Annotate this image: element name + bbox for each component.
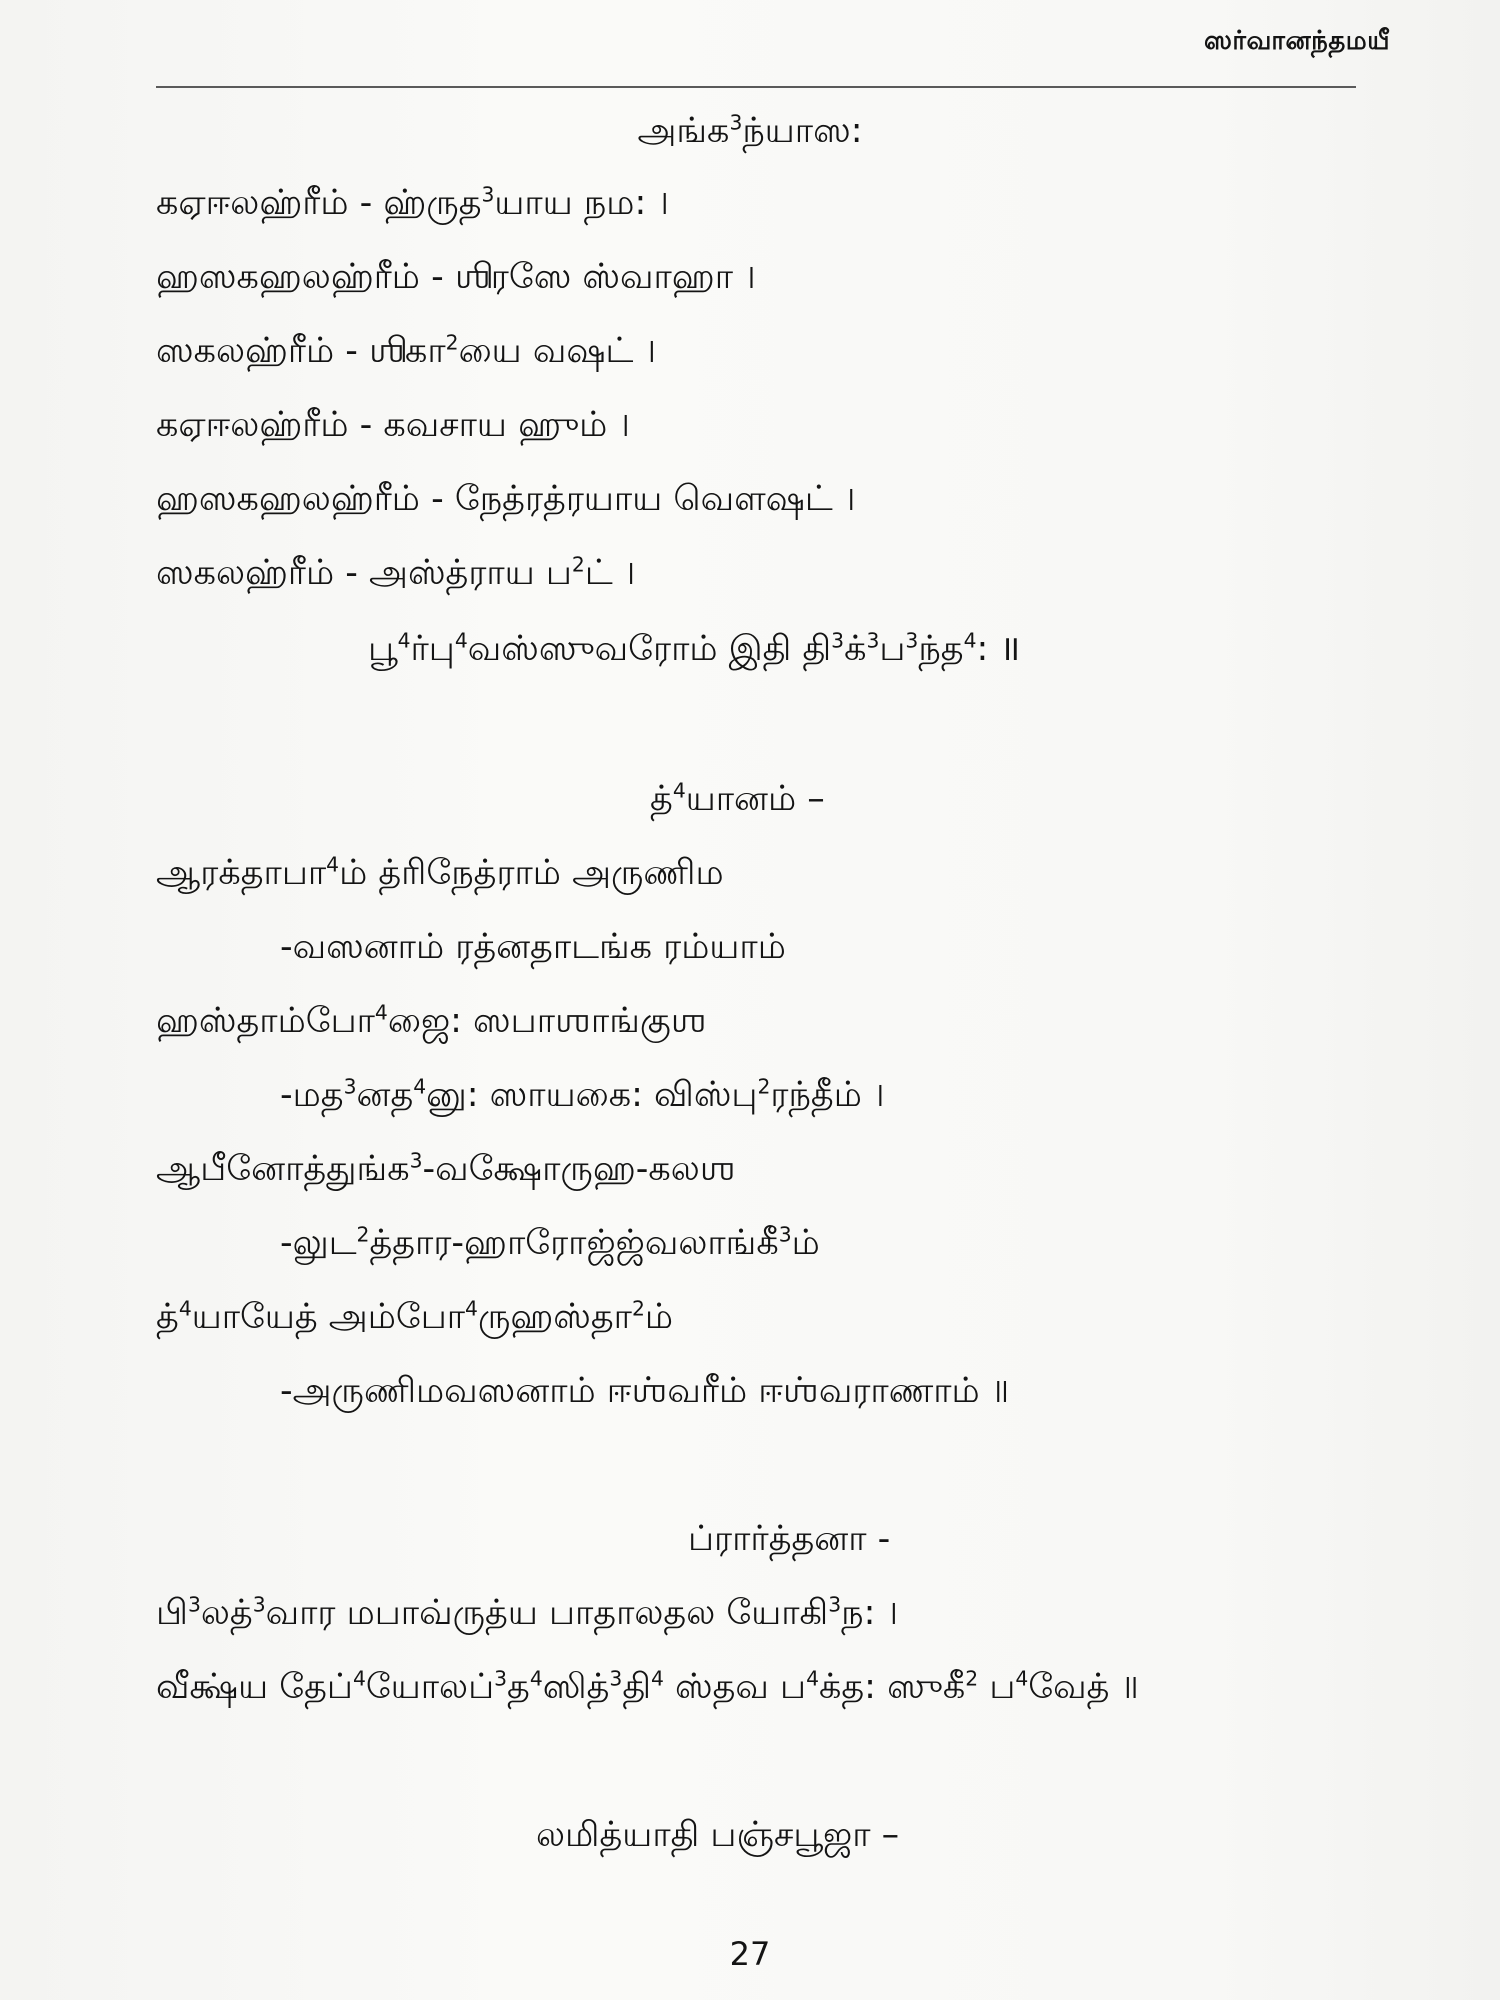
- header-rule: [156, 86, 1356, 88]
- text-segment: ந்யாஸ:: [742, 111, 863, 151]
- text-segment: -அருணிமவஸனாம் ஈஶ்வரீம் ஈஶ்வராணாம் ॥: [280, 1371, 1010, 1411]
- superscript-mark: 3: [831, 628, 845, 653]
- text-segment: ப: [978, 1667, 1016, 1707]
- text-segment: ஆரக்தாபா: [156, 853, 327, 893]
- text-segment: வீக்ஷ்ய தேப்: [156, 1667, 353, 1707]
- superscript-mark: 3: [778, 1222, 792, 1247]
- text-segment: னு: ஸாயகை: விஸ்பு: [426, 1075, 758, 1115]
- superscript-mark: 3: [252, 1592, 266, 1617]
- text-segment: ஆபீனோத்துங்க: [156, 1149, 410, 1189]
- dhyanam-verse-line: [280, 926, 786, 968]
- text-segment: -வஸனாம் ரத்னதாடங்க ரம்யாம்: [280, 927, 786, 967]
- superscript-mark: 3: [609, 1666, 623, 1691]
- superscript-mark: 4: [806, 1666, 819, 1691]
- text-segment: ஸகலஹ்ரீம் - ஶிகா: [156, 331, 446, 371]
- text-segment: வேத் ॥: [1028, 1667, 1139, 1707]
- text-segment: யை வஷட் ।: [458, 331, 657, 371]
- superscript-mark: 4: [672, 778, 686, 803]
- text-segment: லமித்யாதி பஞ்சபூஜா –: [536, 1815, 900, 1855]
- superscript-mark: 4: [454, 628, 468, 653]
- section-heading-prarthana: [688, 1518, 890, 1560]
- text-segment: ப்ரார்த்தனா -: [688, 1519, 891, 1559]
- superscript-mark: 4: [178, 1296, 192, 1321]
- text-segment: -மத: [280, 1075, 344, 1115]
- superscript-mark: 4: [465, 1296, 478, 1321]
- superscript-mark: 3: [481, 182, 495, 207]
- text-segment: ம்: [644, 1297, 674, 1337]
- superscript-mark: 4: [1015, 1666, 1029, 1691]
- text-segment: ஜை: ஸபாஶாங்குஶ: [387, 1001, 707, 1041]
- dhyanam-verse-line: [280, 1074, 885, 1116]
- text-segment: யாயேத் அம்போ: [191, 1297, 466, 1337]
- text-segment: ஸித்: [542, 1667, 610, 1707]
- superscript-mark: 3: [409, 1148, 423, 1173]
- anganyasa-closing-line: [368, 628, 1020, 670]
- superscript-mark: 4: [397, 628, 411, 653]
- text-segment: கஏஈலஹ்ரீம் - ஹ்ருத: [156, 183, 482, 223]
- text-segment: த்: [650, 779, 673, 819]
- anganyasa-line: [156, 478, 855, 520]
- text-segment: த்தார-ஹாரோஜ்ஜ்வலாங்கீ: [369, 1223, 779, 1263]
- superscript-mark: 2: [965, 1666, 979, 1691]
- section-heading-pancha-puja: [536, 1814, 899, 1856]
- text-segment: ஹஸ்தாம்போ: [156, 1001, 375, 1041]
- text-segment: ந்த: [918, 629, 964, 669]
- text-segment: க்: [844, 629, 867, 669]
- superscript-mark: 2: [445, 330, 459, 355]
- text-segment: : ॥: [976, 629, 1021, 669]
- anganyasa-line: [156, 256, 756, 298]
- superscript-mark: 4: [651, 1666, 664, 1691]
- anganyasa-line: [156, 182, 669, 224]
- superscript-mark: 4: [352, 1666, 366, 1691]
- superscript-mark: 4: [326, 852, 340, 877]
- superscript-mark: 3: [828, 1592, 842, 1617]
- anganyasa-line: [156, 330, 656, 372]
- superscript-mark: 3: [729, 110, 743, 135]
- superscript-mark: 4: [413, 1074, 427, 1099]
- text-segment: ட் ।: [584, 553, 636, 593]
- text-segment: ஹஸகஹலஹ்ரீம் - ஶிரஸே ஸ்வாஹா ।: [156, 257, 756, 297]
- superscript-mark: 4: [529, 1666, 543, 1691]
- prarthana-verse-line: [156, 1592, 898, 1634]
- page-number: 27: [729, 1935, 771, 1973]
- superscript-mark: 2: [356, 1222, 370, 1247]
- text-segment: த்: [156, 1297, 179, 1337]
- superscript-mark: 3: [494, 1666, 508, 1691]
- text-segment: யோலப்: [365, 1667, 495, 1707]
- text-segment: கஏஈலஹ்ரீம் - கவசாய ஹும் ।: [156, 405, 630, 445]
- text-segment: -லுட: [280, 1223, 357, 1263]
- text-segment: யானம் –: [685, 779, 825, 819]
- text-segment: ர்பு: [410, 629, 455, 669]
- dhyanam-verse-line: [156, 1148, 736, 1190]
- text-segment: ரந்தீம் ।: [770, 1075, 885, 1115]
- anganyasa-line: [156, 404, 630, 446]
- text-segment: லத்: [200, 1593, 253, 1633]
- running-head: ஸர்வானந்தமயீ: [1203, 26, 1390, 56]
- text-segment: ஸகலஹ்ரீம் - அஸ்த்ராய ப: [156, 553, 572, 593]
- anganyasa-line: [156, 552, 635, 594]
- superscript-mark: 3: [905, 628, 919, 653]
- text-segment: வார மபாவ்ருத்ய பாதாலதல யோகி: [265, 1593, 829, 1633]
- text-segment: பூ: [368, 629, 398, 669]
- text-segment: யாய நம: ।: [494, 183, 669, 223]
- superscript-mark: 4: [374, 1000, 388, 1025]
- section-heading-dhyanam: [650, 778, 825, 820]
- superscript-mark: 2: [571, 552, 585, 577]
- text-segment: த: [507, 1667, 530, 1707]
- text-segment: பி: [156, 1593, 188, 1633]
- superscript-mark: 2: [757, 1074, 771, 1099]
- superscript-mark: 2: [631, 1296, 645, 1321]
- superscript-mark: 3: [866, 628, 880, 653]
- text-segment: ஹஸகஹலஹ்ரீம் - நேத்ரத்ரயாய வௌஷட் ।: [156, 479, 856, 519]
- superscript-mark: 3: [343, 1074, 357, 1099]
- text-segment: வஸ்ஸுவரோம் இதி தி: [467, 629, 832, 669]
- text-segment: க்த: ஸுகீ: [819, 1667, 966, 1707]
- text-segment: தி: [622, 1667, 651, 1707]
- dhyanam-verse-line: [280, 1370, 1009, 1412]
- dhyanam-verse-line: [156, 852, 724, 894]
- dhyanam-verse-line: [156, 1000, 707, 1042]
- prarthana-verse-line: [156, 1666, 1139, 1708]
- text-segment: னத: [356, 1075, 414, 1115]
- text-segment: -வக்ஷோருஹ-கலஶ: [422, 1149, 736, 1189]
- superscript-mark: 4: [963, 628, 977, 653]
- section-heading-anganyasa: [0, 110, 1500, 152]
- dhyanam-verse-line: [280, 1222, 820, 1264]
- text-segment: ம் த்ரிநேத்ராம் அருணிம: [339, 853, 724, 893]
- text-segment: ம்: [791, 1223, 820, 1263]
- text-segment: ப: [879, 629, 906, 669]
- superscript-mark: 3: [187, 1592, 201, 1617]
- text-segment: ருஹஸ்தா: [477, 1297, 632, 1337]
- text-segment: ஸ்தவ ப: [663, 1667, 807, 1707]
- text-segment: அங்க: [637, 111, 730, 151]
- text-segment: ந: ।: [841, 1593, 899, 1633]
- dhyanam-verse-line: [156, 1296, 673, 1338]
